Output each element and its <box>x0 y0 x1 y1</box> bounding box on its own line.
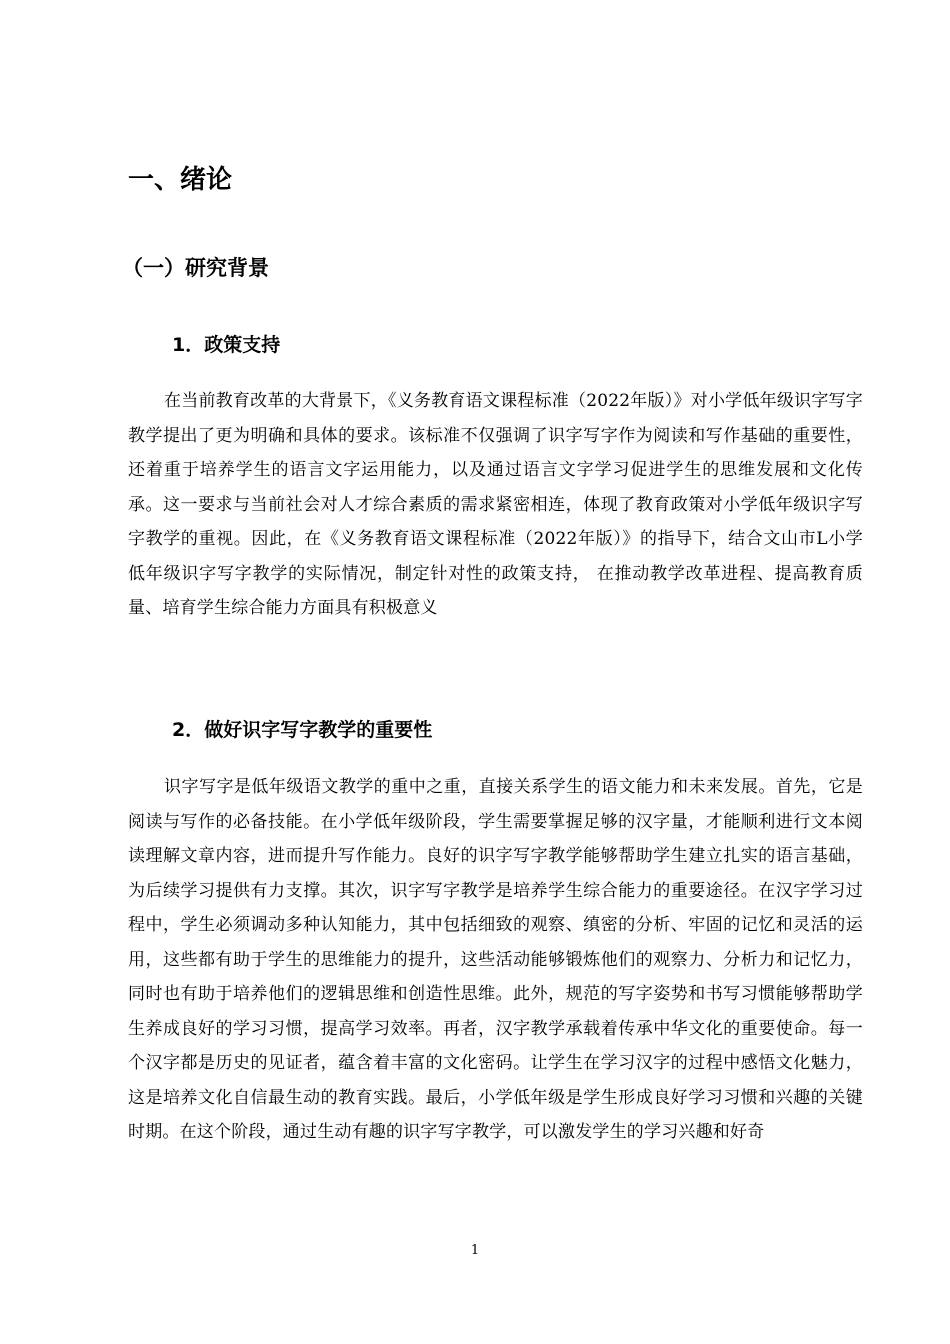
chapter-heading: 一、绪论 <box>128 165 233 195</box>
subsection-heading-importance: 2．做好识字写字教学的重要性 <box>172 719 433 741</box>
subsection-heading-policy: 1．政策支持 <box>172 334 281 356</box>
section-heading: （一）研究背景 <box>122 256 269 280</box>
paragraph-importance: 识字写字是低年级语文教学的重中之重，直接关系学生的语文能力和未来发展。首先，它是阅读与写作的必备技能。在小学低年级阶段，学生需要掌握足够的汉字量，才能顺利进行文本阅读理解文章内容，进而提升写作能力。良好的识字写字教学能够帮助学生建立扎实的语言基础，为后续学习提供有力支撑。其次，识字写字教学是培养学生综合能力的重要途径。在汉字学习过程中，学生必须调动多种认知能力，其中包括细致的观察、缜密的分析、牢固的记忆和灵活的运用，这些都有助于学生的思维能力的提升，这些活动能够锻炼他们的观察力、分析力和记忆力，同时也有助于培养他们的逻辑思维和创造性思维。此外，规范的写字姿势和书写习惯能够帮助学生养成良好的学习习惯，提高学习效率。再者，汉字教学承载着传承中华文化的重要使命。每一个汉字都是历史的见证者，蕴含着丰富的文化密码。让学生在学习汉字的过程中感悟文化魅力，这是培养文化自信最生动的教育实践。最后，小学低年级是学生形成良好学习习惯和兴趣的关键时期。在这个阶段，通过生动有趣的识字写字教学，可以激发学生的学习兴趣和好奇 <box>128 777 863 1142</box>
paragraph-policy: 在当前教育改革的大背景下，《义务教育语文课程标准（2022年版）》对小学低年级识字写字教学提出了更为明确和具体的要求。该标准不仅强调了识字写字作为阅读和写作基础的重要性，还着重于培养学生的语言文字运用能力，以及通过语言文字学习促进学生的思维发展和文化传承。这一要求与当前社会对人才综合素质的需求紧密相连，体现了教育政策对小学低年级识字写字教学的重视。因此，在《义务教育语文课程标准（2022年版）》的指导下，结合文山市L小学低年级识字写字教学的实际情况，制定针对性的政策支持， 在推动教学改革进程、提高教育质量、培育学生综合能力方面具有积极意义 <box>128 391 863 618</box>
page-number: 1 <box>470 1243 480 1258</box>
